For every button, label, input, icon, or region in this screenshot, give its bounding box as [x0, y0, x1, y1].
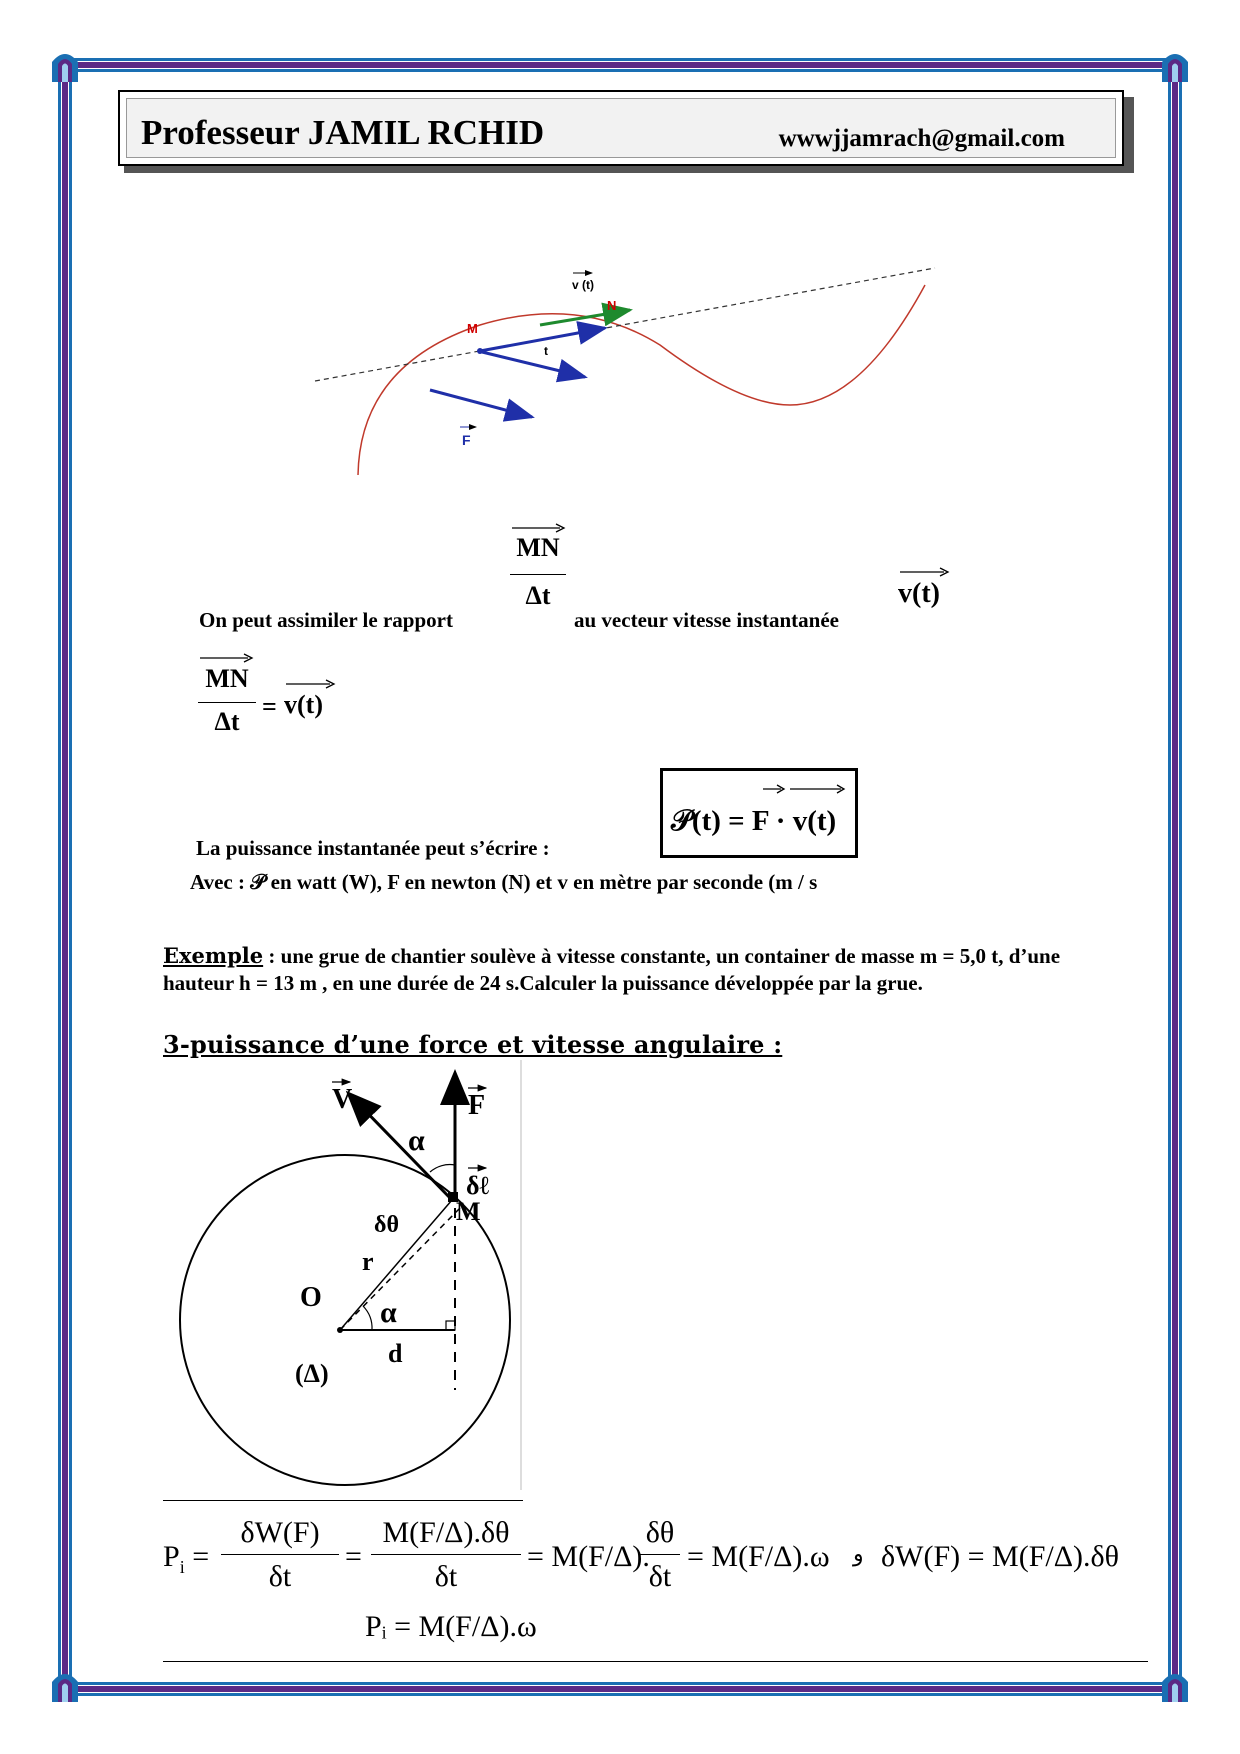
frac-num-2: MN	[205, 664, 249, 693]
point-m	[477, 348, 483, 354]
formula-power: 𝒫(t) = F · v(t)	[671, 805, 837, 837]
formula-arrows	[663, 777, 855, 797]
label-o: O	[300, 1282, 322, 1313]
arabic-and: و	[853, 1542, 864, 1567]
vector-arrow-vt-1	[898, 566, 950, 578]
rapport-text-after: au vecteur vitesse instantanée	[574, 608, 839, 632]
corner-ornament-tl	[50, 48, 80, 84]
equation-line-2	[365, 1610, 537, 1644]
tangent-line	[315, 268, 935, 381]
exemple-label: Exemple	[163, 943, 264, 968]
units-text: Avec : 𝒫 en watt (W), F en newton (N) et v en mètre par seconde (m / s	[190, 870, 818, 894]
label-delta-l: δℓ	[466, 1171, 490, 1200]
corner-ornament-tr	[1160, 48, 1190, 84]
vt-text-1: v(t)	[898, 578, 940, 609]
equation-line-2-text: Pᵢ = M(F/Δ).ω	[365, 1610, 537, 1643]
border-right	[1168, 68, 1182, 1686]
trajectory-curve	[358, 285, 925, 475]
exemple-text: : une grue de chantier soulève à vitesse constante, un container de masse m = 5,0 t, d’une hauteur h = 13 m , en une durée de 24 s.Calculer la puissance développée par la grue.	[163, 944, 1061, 995]
equals-sign: =	[262, 692, 277, 721]
label-axis: (Δ)	[295, 1359, 329, 1388]
label-d: d	[388, 1339, 403, 1368]
author-name: Professeur JAMIL RCHID	[141, 113, 545, 152]
vector-f	[430, 390, 532, 417]
vector-vt	[540, 310, 630, 325]
label-n: N	[607, 298, 617, 313]
vt-text-2: v(t)	[284, 690, 323, 719]
puissance-intro: La puissance instantanée peut s’écrire :	[196, 836, 550, 860]
author-email: wwwjjamrach@gmail.com	[778, 125, 1065, 152]
corner-ornament-br	[1160, 1668, 1190, 1704]
border-top	[58, 58, 1182, 72]
vector-mt	[482, 352, 585, 377]
label-f2: F	[468, 1090, 486, 1121]
figure-rotation	[160, 1060, 530, 1490]
section-3-title: 3-puissance d’une force et vitesse angulaire :	[163, 1030, 783, 1059]
separator-short	[163, 1500, 523, 1501]
frac-num-1: MN	[516, 533, 560, 562]
header-inner	[126, 98, 1116, 158]
label-delta-theta: δθ	[374, 1212, 399, 1238]
corner-ornament-bl	[50, 1668, 80, 1704]
frac-den-1: Δt	[525, 581, 551, 610]
vector-arrow-vt-2	[284, 678, 336, 690]
figure-trajectory	[300, 255, 950, 495]
label-f: F	[462, 432, 471, 448]
label-m: M	[467, 321, 478, 336]
border-bottom	[58, 1682, 1182, 1696]
rapport-text-before: On peut assimiler le rapport	[199, 608, 453, 632]
border-left	[58, 68, 72, 1686]
label-t: t	[544, 344, 548, 358]
label-r: r	[362, 1247, 374, 1276]
frac-den-2: Δt	[214, 707, 240, 736]
equation-line-1: $P_i$ = δW(F) δt = M(F/Δ).δθ δt = M(F/Δ). δθ δt = M(F/Δ).ω و δW(F) = M(F/Δ).δθ	[163, 1516, 1120, 1593]
fraction-mn-dt-1	[510, 522, 566, 611]
label-m2: M	[456, 1197, 481, 1226]
separator-long	[163, 1661, 1148, 1662]
label-alpha-top: α	[408, 1124, 425, 1157]
formula-box	[660, 768, 858, 858]
point-o	[337, 1327, 343, 1333]
vt-symbol-1	[898, 566, 950, 610]
exemple-paragraph	[163, 942, 1093, 997]
label-v: V	[332, 1084, 353, 1115]
vector-mn	[480, 328, 605, 351]
label-alpha: α	[380, 1296, 397, 1329]
label-vt: v (t)	[572, 278, 594, 292]
vector-arrow-mn-2	[198, 652, 254, 664]
header-box	[118, 90, 1124, 166]
